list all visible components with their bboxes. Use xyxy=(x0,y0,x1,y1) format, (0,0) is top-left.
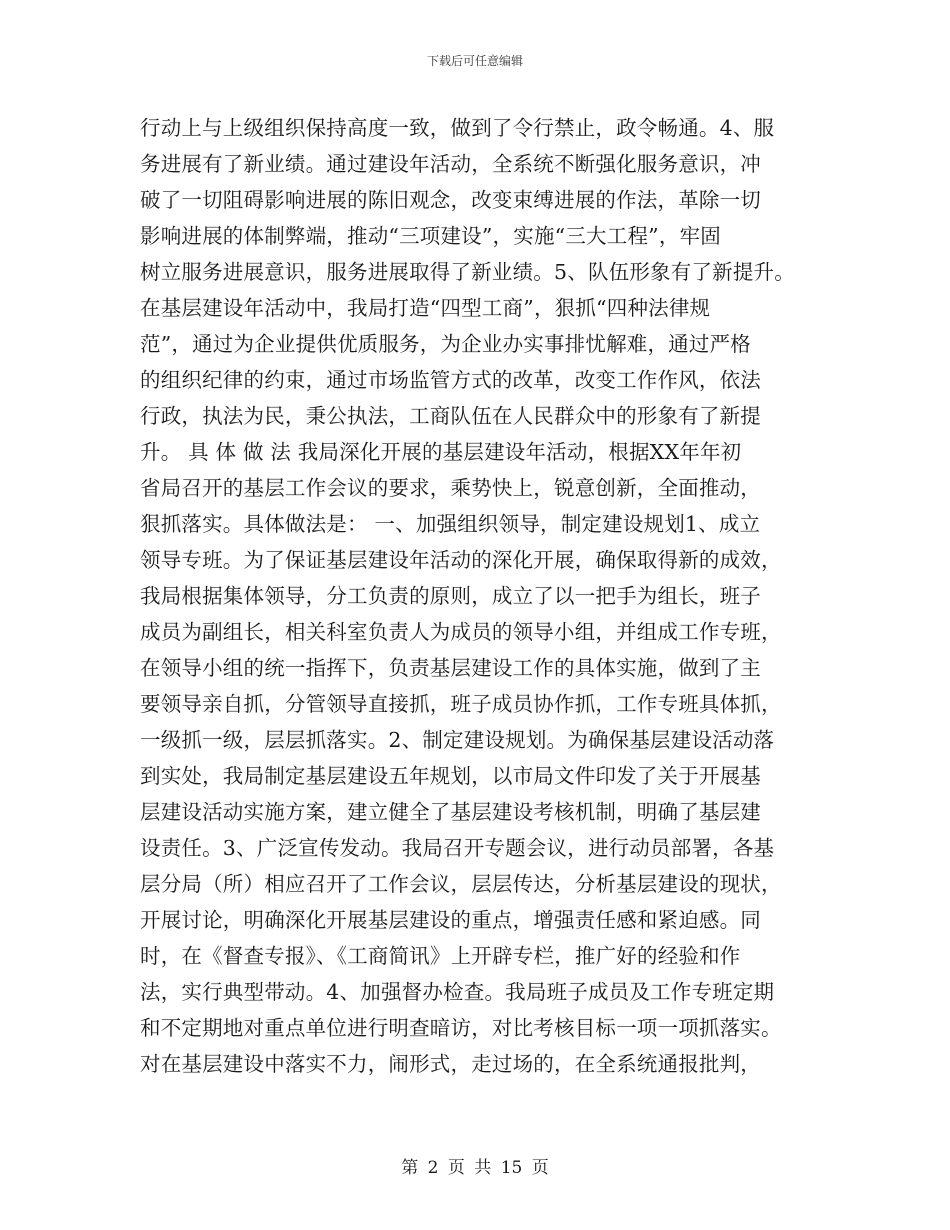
text-line: 狠抓落实。具体做法是： 一、加强组织领导，制定建设规划1、成立 xyxy=(140,512,761,536)
text-line: 在基层建设年活动中，我局打造“四型工商”，狠抓“四种法律规 xyxy=(140,296,711,320)
body-text xyxy=(140,110,808,1082)
text-line: 层分局（所）相应召开了工作会议，层层传达，分析基层建设的现状， xyxy=(140,872,782,896)
page-header: 下载后可任意编辑 xyxy=(426,54,523,68)
text-line: 我局根据集体领导，分工负责的原则，成立了以一把手为组长，班子 xyxy=(140,584,761,608)
page-number-footer: 第 2 页 共 15 页 xyxy=(401,1158,549,1178)
text-line: 行政，执法为民，秉公执法，工商队伍在人民群众中的形象有了新提 xyxy=(140,404,761,428)
text-line: 到实处，我局制定基层建设五年规划，以市局文件印发了关于开展基 xyxy=(140,764,761,788)
text-line: 务进展有了新业绩。通过建设年活动，全系统不断强化服务意识，冲 xyxy=(140,152,761,176)
text-line: 行动上与上级组织保持高度一致，做到了令行禁止，政令畅通。4、服 xyxy=(140,116,775,140)
text-line: 范”，通过为企业提供优质服务，为企业办实事排忧解难，通过严格 xyxy=(140,332,751,356)
text-line: 和不定期地对重点单位进行明查暗访，对比考核目标一项一项抓落实。 xyxy=(140,1016,782,1040)
text-line: 要领导亲自抓，分管领导直接抓，班子成员协作抓，工作专班具体抓， xyxy=(140,692,782,716)
text-line: 在领导小组的统一指挥下，负责基层建设工作的具体实施，做到了主 xyxy=(140,656,761,680)
text-line: 层建设活动实施方案，建立健全了基层建设考核机制，明确了基层建 xyxy=(140,800,761,824)
text-line: 成员为副组长，相关科室负责人为成员的领导小组，并组成工作专班， xyxy=(140,620,782,644)
text-line: 时，在《督查专报》、《工商简讯》上开辟专栏，推广好的经验和作 xyxy=(140,944,741,968)
text-line: 对在基层建设中落实不力，闹形式，走过场的，在全系统通报批判， xyxy=(140,1052,761,1076)
text-line: 树立服务进展意识，服务进展取得了新业绩。5、队伍形象有了新提升。 xyxy=(140,260,795,284)
text-line: 法，实行典型带动。4、加强督办检查。我局班子成员及工作专班定期 xyxy=(140,980,775,1004)
text-line: 破了一切阻碍影响进展的陈旧观念，改变束缚进展的作法，革除一切 xyxy=(140,188,761,212)
text-line: 省局召开的基层工作会议的要求，乘势快上，锐意创新，全面推动， xyxy=(140,476,761,500)
text-line: 开展讨论，明确深化开展基层建设的重点，增强责任感和紧迫感。同 xyxy=(140,908,761,932)
text-line: 升。 具 体 做 法 我局深化开展的基层建设年活动，根据XX年年初 xyxy=(140,440,742,464)
text-line: 设责任。3、广泛宣传发动。我局召开专题会议，进行动员部署，各基 xyxy=(140,836,775,860)
text-line: 影响进展的体制弊端，推动“三项建设”，实施“三大工程”，牢固 xyxy=(140,224,721,248)
text-line: 领导专班。为了保证基层建设年活动的深化开展，确保取得新的成效， xyxy=(140,548,782,572)
text-line: 一级抓一级，层层抓落实。2、制定建设规划。为确保基层建设活动落 xyxy=(140,728,775,752)
text-line: 的组织纪律的约束，通过市场监管方式的改革，改变工作作风，依法 xyxy=(140,368,761,392)
